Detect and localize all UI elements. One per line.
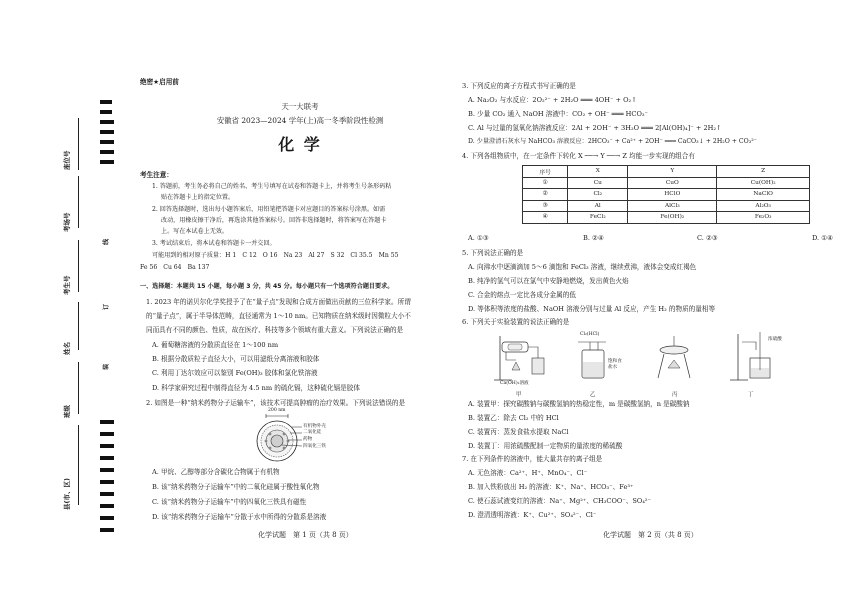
class-label: 班级 [63, 405, 71, 418]
binding-stripe [100, 492, 114, 496]
q1-option-a: A. 葡萄糖溶液的分散质直径在 1～100 nm [152, 341, 279, 349]
q4-option-d: D. ①④ [812, 234, 834, 242]
table-cell: Cu(OH)₂ [717, 177, 810, 189]
figure-label: 药物 [303, 437, 313, 442]
q6-option-d: D. 装置丁：用浓硫酸配制一定物质的量浓度的稀硫酸 [468, 442, 623, 450]
q3-option-a: A. Na₂O₂ 与水反应：2O₂²⁻ + 2H₂O ═══ 4OH⁻ + O₂↑ [468, 96, 637, 104]
binding-stripe [100, 100, 112, 104]
student-id-line [78, 240, 79, 292]
table-cell: Fe(OH)₂ [628, 212, 717, 224]
figure-caption: 甲 [516, 392, 522, 398]
table-header: Z [717, 166, 810, 178]
binding-stripe [100, 528, 114, 532]
table-row [523, 177, 810, 189]
q4-option-c: C. ②③ [697, 234, 718, 242]
table-cell: ③ [523, 200, 568, 212]
figure-scale: 200 nm [268, 408, 286, 413]
table-cell: ④ [523, 212, 568, 224]
binding-stripe [100, 456, 114, 460]
q7-option-c: C. 使石蕊试液变红的溶液：Na⁺、Mg²⁺、CH₃COO⁻、SO₄²⁻ [468, 497, 652, 505]
q5-option-d: D. 等体积等浓度的盐酸、NaOH 溶液分别与过量 Al 反应，产生 H₂ 的物质的量相等 [468, 305, 716, 313]
q4-option-b: B. ②④ [583, 234, 604, 242]
q1-option-d: D. 科学家研究过程中制得直径为 4.5 nm 的硫化镉，这种硫化镉是胶体 [152, 384, 360, 392]
exam-org: 天一大联考 [281, 102, 319, 111]
binding-stripe [100, 444, 114, 448]
exam-no-line [78, 176, 79, 228]
binding-pack-char: 装 [103, 363, 110, 370]
table-cell: NaClO [717, 189, 810, 201]
q3-option-d: D. 少量澄清石灰水与 NaHCO₃ 溶液反应：2HCO₃⁻ + Ca²⁺ + 2OH⁻ ═══ CaCO₃↓ + 2H₂O + CO₃²⁻ [468, 138, 757, 145]
q6-stem: 6. 下列关于实验装置的说法正确的是 [462, 318, 570, 326]
atomic-masses: 可能用到的相对原子质量：H 1 C 12 O 16 Na 23 Al 27 S 32 Cl 35.5 Mn 55 [152, 252, 399, 259]
name-label: 姓名 [63, 342, 71, 355]
page-footer: 化学试题 第 1 页（共 8 页） [258, 531, 353, 539]
table-cell: CuO [628, 177, 717, 189]
q6-option-c: C. 装置丙：蒸发食盐水提取 NaCl [468, 428, 569, 436]
table-header: Y [628, 166, 717, 178]
table-cell: AlCl₃ [628, 200, 717, 212]
seat-line [78, 118, 79, 170]
binding-stripe [100, 468, 114, 472]
county-label: 县(市、区) [63, 478, 71, 510]
figure-caption: 丁 [748, 392, 754, 398]
q2-option-c: C. 该“纳米药物分子运输车”中的四氧化三铁具有磁性 [152, 498, 307, 506]
table-cell: ② [523, 189, 568, 201]
notes-line: 贴在答题卡上的指定位置。 [161, 194, 235, 201]
q7-stem: 7. 在下列条件的溶液中，能大量共存的离子组是 [462, 455, 603, 463]
table-cell: HClO [628, 189, 717, 201]
table-cell: ① [523, 177, 568, 189]
q7-option-a: A. 无色溶液：Ca²⁺、H⁺、MnO₄⁻、Cl⁻ [468, 469, 588, 477]
table-header: 序号 [523, 166, 568, 178]
exam-no-label: 考场号 [63, 212, 71, 232]
notes-line: 上。写在本试卷上无效。 [161, 228, 229, 235]
name-line [78, 302, 79, 350]
page-title: 化 学 [278, 135, 322, 154]
atomic-masses: Fe 56 Cu 64 Ba 137 [140, 264, 210, 271]
q2-stem: 2. 如图是一种“纳米药物分子运输车”，该技术可提高肿瘤的治疗效果。下列说法错误的是 [146, 399, 406, 407]
figure-label: 四氧化三铁 [303, 444, 326, 449]
binding-stripe [100, 110, 112, 114]
county-line [78, 425, 79, 505]
q6-option-b: B. 装置乙：除去 Cl₂ 中的 HCl [468, 414, 559, 422]
binding-order-char: 订 [103, 303, 110, 310]
q1-stem: 的“量子点”，属于半导体范畴，直径通常为 1～10 nm。已知物质在纳米级时因微粒大小不 [146, 312, 411, 320]
q2-option-a: A. 甲烷、乙醇等部分含碳化合物属于有机物 [152, 468, 280, 476]
table-cell: Al₂O₃ [717, 200, 810, 212]
binding-stripe [100, 432, 114, 436]
page-footer: 化学试题 第 2 页（共 8 页） [603, 531, 698, 539]
binding-stripe [100, 120, 114, 124]
binding-stripe [100, 504, 114, 508]
class-line [78, 362, 79, 414]
table-cell: Al [568, 200, 628, 212]
exam-title: 安徽省 2023—2024 学年(上)高一冬季阶段性检测 [216, 116, 384, 125]
nano-carrier-figure [244, 408, 344, 464]
notes-heading: 考生注意： [140, 171, 173, 179]
q1-stem: 1. 2023 年的诺贝尔化学奖授予了在“量子点”发现和合成方面做出贡献的三位科学家。所谓 [146, 298, 411, 306]
notes-line: 改动，用橡皮擦干净后，再选涂其他答案标号。回答非选择题时，将答案写在答题卡 [161, 217, 387, 224]
q5-stem: 5. 下列说法正确的是 [462, 249, 524, 257]
q3-option-c: C. Al 与过量的氢氧化钠溶液反应：2Al + 2OH⁻ + 3H₂O ═══ 2[Al(OH)₄]⁻ + 2H₂↑ [468, 124, 722, 132]
binding-line-char: 线 [103, 238, 110, 245]
table-cell: FeCl₂ [568, 212, 628, 224]
figure-label: 二氧化硅 [303, 430, 322, 435]
q2-option-d: D. 该“纳米药物分子运输车”分散于水中所得的分散系是溶液 [152, 513, 327, 521]
q6-option-a: A. 装置甲：探究碳酸钠与碳酸氢钠的热稳定性，m 是碳酸氢钠，n 是碳酸钠 [468, 400, 690, 408]
q7-option-d: D. 澄清透明溶液：K⁺、Cu²⁺、SO₄²⁻、Cl⁻ [468, 511, 597, 519]
table-cell: Fe₂O₃ [717, 212, 810, 224]
figure-label: Cl₂(HCl) [580, 332, 600, 337]
binding-stripe [100, 516, 114, 520]
q1-stem: 同而具有不同的颜色、性质，故在医疗、科技等多个领域有重大意义。下列说法正确的是 [146, 326, 404, 334]
table-row [523, 212, 810, 224]
student-id-label: 考生号 [63, 275, 71, 295]
binding-stripe [100, 160, 114, 164]
q5-option-c: C. 合金的熔点一定比各成分金属的低 [468, 291, 576, 299]
table-header: X [568, 166, 628, 178]
figure-caption: 乙 [590, 392, 596, 398]
notes-line: 3. 考试结束后，将本试卷和答题卡一并交回。 [152, 240, 276, 247]
table-cell: Cl₂ [568, 189, 628, 201]
figure-label: Ca(OH)₂溶液 [500, 381, 529, 386]
apparatus-figure [486, 328, 826, 400]
q3-stem: 3. 下列反应的离子方程式书写正确的是 [462, 82, 576, 90]
binding-stripe [100, 140, 114, 144]
q4-table [522, 165, 810, 224]
q1-option-b: B. 根据分散质粒子直径大小，可以用滤纸分离溶液和胶体 [152, 355, 320, 363]
table-header-row [523, 166, 810, 178]
table-cell: Cu [568, 177, 628, 189]
notes-line: 1. 答题前，考生务必将自己的姓名、考生号填写在试卷和答题卡上，并将考生号条形码粘 [152, 183, 392, 190]
binding-stripe [100, 480, 114, 484]
q4-option-a: A. ①③ [468, 234, 489, 242]
seat-label: 座位号 [63, 150, 71, 170]
figure-label: 浓硫酸 [768, 337, 782, 342]
notes-line: 2. 回答选择题时，选出每小题答案后，用铅笔把答题卡对应题目的答案标号涂黑。如需 [152, 206, 386, 213]
figure-label: 饱和食盐水 [608, 359, 622, 370]
q5-option-a: A. 向沸水中逐滴滴加 5～6 滴饱和 FeCl₃ 溶液，继续煮沸，液体会变成红褐色 [468, 263, 697, 271]
secret-label: 绝密★启用前 [140, 78, 179, 86]
q4-stem: 4. 下列各组物质中，在一定条件下转化 X ──→ Y ──→ Z 均能一步实现的组合有 [462, 152, 695, 160]
q1-option-c: C. 利用丁达尔效应可以鉴别 Fe(OH)₃ 胶体和氯化铁溶液 [152, 369, 318, 377]
q5-option-b: B. 纯净的氢气可以在氯气中安静地燃烧，发出黄色火焰 [468, 277, 629, 285]
q2-option-b: B. 该“纳米药物分子运输车”中的二氧化硅属于酸性氧化物 [152, 483, 320, 491]
q7-option-b: B. 加入铁粉放出 H₂ 的溶液：K⁺、Na⁺、HCO₃⁻、Fe³⁺ [468, 483, 634, 491]
section-heading: 一、选择题：本题共 15 小题，每小题 3 分，共 45 分。每小题只有一个选项符合题目要求。 [140, 283, 394, 290]
table-row [523, 189, 810, 201]
q3-option-b: B. 少量 CO₂ 通入 NaOH 溶液中：CO₂ + OH⁻ ═══ HCO₃⁻ [468, 110, 648, 118]
figure-label: 有机物外壳 [303, 424, 326, 429]
binding-stripe [100, 130, 114, 134]
binding-stripe [100, 420, 114, 424]
figure-caption: 丙 [672, 392, 678, 398]
binding-stripe [100, 150, 114, 154]
table-row [523, 200, 810, 212]
